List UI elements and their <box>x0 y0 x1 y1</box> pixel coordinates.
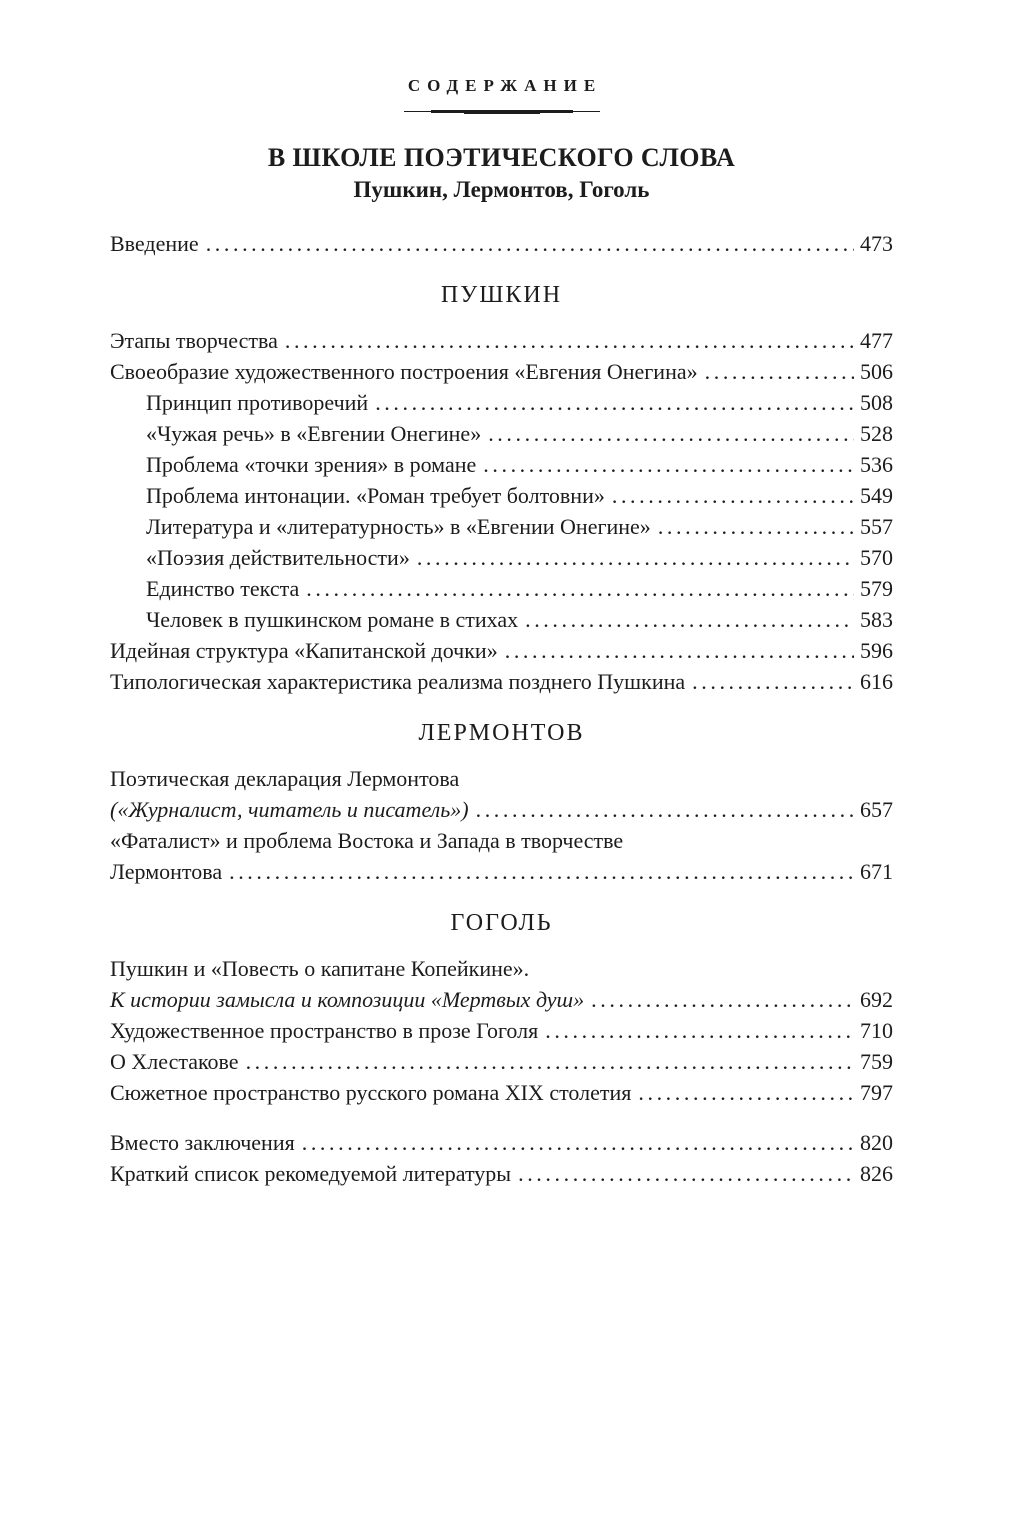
page-number: 579 <box>860 576 893 602</box>
page-number: 549 <box>860 483 893 509</box>
page-number: 473 <box>860 231 893 257</box>
toc-entry-text: Идейная структура «Капитанской дочки» <box>110 638 498 664</box>
page-number: 797 <box>860 1080 893 1106</box>
toc-entry-line <box>110 635 893 666</box>
toc-entry <box>110 418 893 449</box>
page-number: 528 <box>860 421 893 447</box>
toc-entry <box>110 953 893 1015</box>
page-number: 508 <box>860 390 893 416</box>
section-heading: ГОГОЛЬ <box>450 910 553 937</box>
ornament-divider <box>404 109 600 114</box>
page-number: 759 <box>860 1049 893 1075</box>
toc-entry-text: Единство текста <box>146 576 300 602</box>
page-number: 506 <box>860 359 893 385</box>
dot-leader <box>206 228 854 259</box>
dot-leader <box>692 666 854 697</box>
toc-entry-line <box>110 984 893 1015</box>
toc-entry <box>110 635 893 666</box>
toc-entry <box>110 356 893 387</box>
toc-entry-text: Поэтическая декларация Лермонтова <box>110 766 460 792</box>
toc-entry-line <box>110 953 893 984</box>
toc-entry <box>110 666 893 697</box>
dot-leader <box>505 635 854 666</box>
toc-entry-line <box>146 480 893 511</box>
toc-entry-line <box>110 794 893 825</box>
toc-entry <box>110 511 893 542</box>
toc-entry-line <box>110 1015 893 1046</box>
page-number: 671 <box>860 859 893 885</box>
toc-entry-line <box>110 856 893 887</box>
toc-entry-line <box>146 573 893 604</box>
toc-entry-text: («Журналист, читатель и писатель») <box>110 797 469 823</box>
toc-entry <box>110 449 893 480</box>
dot-leader <box>488 418 854 449</box>
contents-header: СОДЕРЖАНИЕ <box>407 76 603 95</box>
toc-entry-text: Художественное пространство в прозе Гоголя <box>110 1018 539 1044</box>
toc-entry <box>110 1015 893 1046</box>
toc-entry <box>110 480 893 511</box>
toc-entry-line <box>110 228 893 259</box>
dot-leader <box>545 1015 854 1046</box>
dot-leader <box>476 794 854 825</box>
toc-entry-text: Введение <box>110 231 199 257</box>
dot-leader <box>302 1127 854 1158</box>
toc-entry-line <box>146 511 893 542</box>
toc-entry <box>110 573 893 604</box>
toc-entry-text: Сюжетное пространство русского романа XIX столетия <box>110 1080 632 1106</box>
page-number: 536 <box>860 452 893 478</box>
page-number: 657 <box>860 797 893 823</box>
toc-entry-text: «Чужая речь» в «Евгении Онегине» <box>146 421 482 447</box>
book-title: В ШКОЛЕ ПОЭТИЧЕСКОГО СЛОВА <box>267 143 736 173</box>
toc-entry-text: Своеобразие художественного построения «Евгения Онегина» <box>110 359 698 385</box>
toc-entry-text: Вместо заключения <box>110 1130 295 1156</box>
toc-entry-text: Проблема «точки зрения» в романе <box>146 452 477 478</box>
toc-entry-text: О Хлестакове <box>110 1049 239 1075</box>
toc-entry-line <box>146 604 893 635</box>
page-number: 692 <box>860 987 893 1013</box>
toc-entry <box>110 763 893 825</box>
toc-entry-line <box>110 1127 893 1158</box>
toc-entry-text: Этапы творчества <box>110 328 278 354</box>
page-number: 820 <box>860 1130 893 1156</box>
toc-entry-text: К истории замысла и композиции «Мертвых душ» <box>110 987 585 1013</box>
toc-entry-line <box>110 1158 893 1189</box>
toc-entry-text: «Фаталист» и проблема Востока и Запада в творчестве <box>110 828 624 854</box>
page-number: 570 <box>860 545 893 571</box>
dot-leader <box>246 1046 854 1077</box>
dot-leader <box>658 511 854 542</box>
page-number: 616 <box>860 669 893 695</box>
toc-entry <box>110 1158 893 1189</box>
toc-entry-line <box>146 449 893 480</box>
section-heading: ПУШКИН <box>440 282 563 309</box>
dot-leader <box>705 356 854 387</box>
page-number: 596 <box>860 638 893 664</box>
toc-entry-text: Типологическая характеристика реализма позднего Пушкина <box>110 669 686 695</box>
toc-entry-line <box>146 418 893 449</box>
toc-entry-line <box>146 542 893 573</box>
page-number: 710 <box>860 1018 893 1044</box>
toc-entry-text: Лермонтова <box>110 859 223 885</box>
page-number: 477 <box>860 328 893 354</box>
page-number: 826 <box>860 1161 893 1187</box>
section-heading: ЛЕРМОНТОВ <box>418 720 585 747</box>
dot-leader <box>285 325 854 356</box>
toc-list <box>110 228 893 1189</box>
toc-entry <box>110 1046 893 1077</box>
book-subtitle: Пушкин, Лермонтов, Гоголь <box>353 176 650 202</box>
toc-entry-line <box>110 1046 893 1077</box>
dot-leader <box>612 480 854 511</box>
dot-leader <box>638 1077 854 1108</box>
dot-leader <box>591 984 854 1015</box>
toc-entry <box>110 604 893 635</box>
dot-leader <box>229 856 854 887</box>
toc-entry-text: Принцип противоречий <box>146 390 369 416</box>
page-number: 557 <box>860 514 893 540</box>
page-number: 583 <box>860 607 893 633</box>
dot-leader <box>525 604 854 635</box>
toc-entry-text: Литература и «литературность» в «Евгении Онегине» <box>146 514 651 540</box>
dot-leader <box>518 1158 854 1189</box>
dot-leader <box>375 387 854 418</box>
toc-entry-line <box>110 763 893 794</box>
toc-entry-line <box>146 387 893 418</box>
toc-entry <box>110 1127 893 1158</box>
toc-entry-line <box>110 1077 893 1108</box>
toc-entry-line <box>110 666 893 697</box>
dot-leader <box>417 542 854 573</box>
toc-entry <box>110 228 893 259</box>
toc-entry-line <box>110 325 893 356</box>
toc-entry-text: Проблема интонации. «Роман требует болтовни» <box>146 483 605 509</box>
toc-entry-line <box>110 825 893 856</box>
toc-entry <box>110 387 893 418</box>
toc-entry-text: Человек в пушкинском романе в стихах <box>146 607 519 633</box>
toc-entry <box>110 1077 893 1108</box>
toc-entry <box>110 825 893 887</box>
toc-entry-line <box>110 356 893 387</box>
toc-entry-text: Краткий список рекомедуемой литературы <box>110 1161 512 1187</box>
toc-entry-text: Пушкин и «Повесть о капитане Копейкине». <box>110 956 530 982</box>
dot-leader <box>306 573 854 604</box>
toc-entry <box>110 325 893 356</box>
dot-leader <box>483 449 854 480</box>
toc-entry-text: «Поэзия действительности» <box>146 545 410 571</box>
toc-entry <box>110 542 893 573</box>
